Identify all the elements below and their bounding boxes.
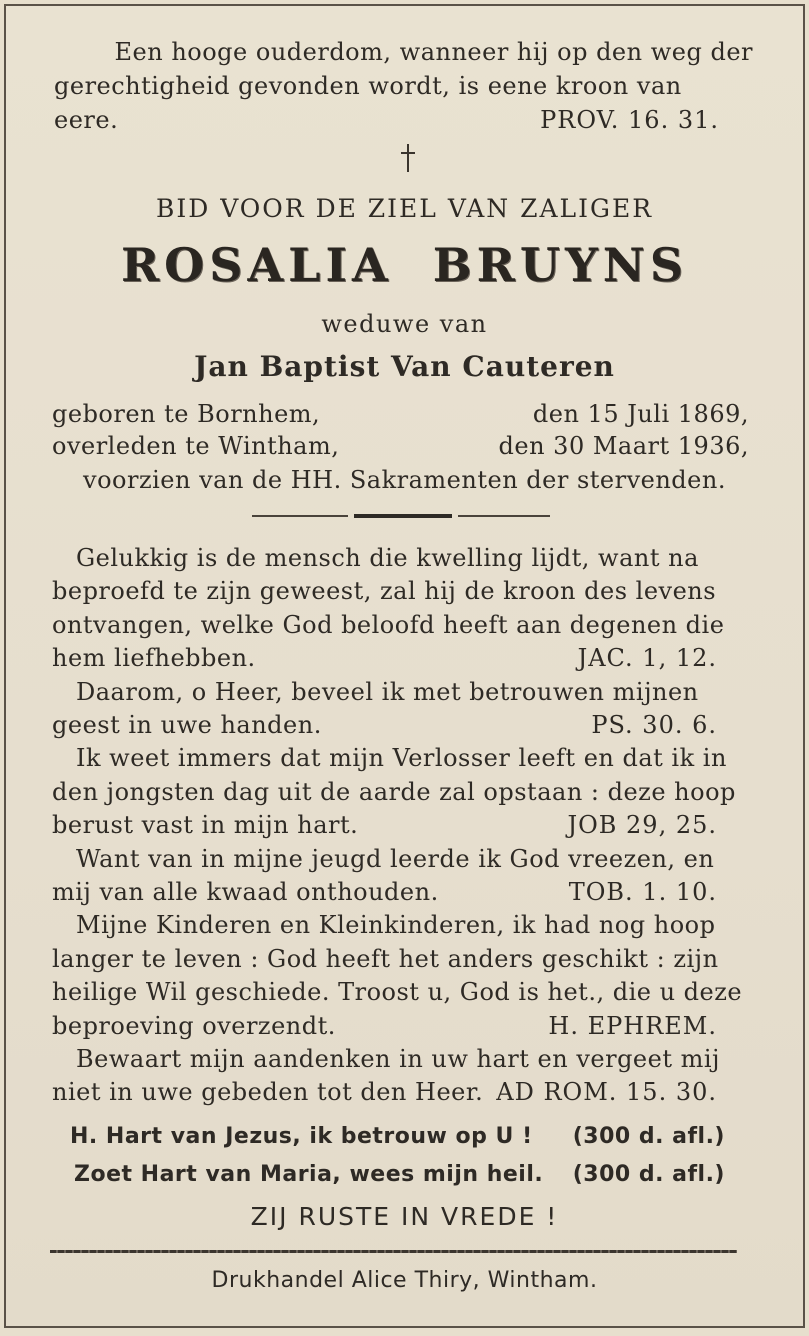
memorial-card <box>4 4 805 1328</box>
verse-line: Gelukkig is de mensch die kwelling lijdt, want na <box>76 544 699 572</box>
death-place: overleden te Wintham, <box>52 432 340 460</box>
birth-place: geboren te Bornhem, <box>52 400 321 428</box>
death-date: den 30 Maart 1936, <box>498 432 749 460</box>
verse-last-line <box>52 711 717 739</box>
divider-center <box>354 514 452 518</box>
verse-line: Daarom, o Heer, beveel ik met betrouwen mijnen <box>76 677 699 706</box>
epigraph-line-2-text: gerechtigheid gevonden wordt, is eene kroon van <box>54 72 682 100</box>
invocation-2-text: Zoet Hart van Maria, wees mijn heil. <box>74 1162 544 1187</box>
verse-last-line <box>52 811 717 839</box>
death-line <box>52 432 749 460</box>
verse-last-line <box>52 644 717 672</box>
verse-reference: TOB. 1. 10. <box>568 878 717 906</box>
verse-reference: PS. 30. 6. <box>591 711 717 739</box>
divider-left <box>252 515 348 517</box>
epigraph-line-3 <box>54 106 719 134</box>
epigraph-line-1: Een hooge ouderdom, wanneer hij op den weg der <box>114 38 753 66</box>
verse-last-line <box>52 878 717 906</box>
verse-line: Bewaart mijn aandenken in uw hart en vergeet mij <box>76 1045 720 1073</box>
deceased-first-name: ROSALIA <box>120 238 393 292</box>
verse-reference: AD ROM. 15. 30. <box>496 1078 717 1107</box>
verse-line: Ik weet immers dat mijn Verlosser leeft en dat ik in <box>76 744 727 773</box>
footer-rule <box>50 1250 737 1253</box>
epigraph-reference: PROV. 16. 31. <box>540 106 719 134</box>
invocation-1 <box>70 1124 725 1149</box>
invocation-2 <box>74 1162 725 1187</box>
sacraments-line: voorzien van de HH. Sakramenten der stervenden. <box>83 466 726 494</box>
epigraph-line-3-text: eere. <box>54 106 119 134</box>
birth-line <box>52 400 749 428</box>
closing-line: ZIJ RUSTE IN VREDE ! <box>250 1202 559 1231</box>
verse-line: Want van in mijne jeugd leerde ik God vreezen, en <box>76 844 715 873</box>
verse-last-text: berust vast in mijn hart. <box>52 811 359 840</box>
verse-line: langer te leven : God heeft het anders geschikt : zijn <box>52 944 719 973</box>
verse-last-text: mij van alle kwaad onthouden. <box>52 878 439 906</box>
verse-last-line <box>52 1078 717 1106</box>
deceased-last-name: BRUYNS <box>432 238 689 292</box>
verse-reference: JOB 29, 25. <box>567 811 717 840</box>
epigraph-line-2 <box>54 72 747 100</box>
verse-last-text: hem liefhebben. <box>52 644 256 673</box>
verse-reference: JAC. 1, 12. <box>577 644 717 673</box>
verse-last-line <box>52 1012 717 1040</box>
husband-name: Jan Baptist Van Cauteren <box>194 350 615 383</box>
deceased-name <box>6 238 803 292</box>
divider-right <box>458 515 550 517</box>
cross-icon <box>399 144 417 172</box>
verse-line: den jongsten dag uit de aarde zal opstaan : deze hoop <box>52 777 736 806</box>
verse-line: ontvangen, welke God beloofd heeft aan degenen die <box>52 610 725 639</box>
birth-date: den 15 Juli 1869, <box>532 400 749 428</box>
prayer-heading: BID VOOR DE ZIEL VAN ZALIGER <box>155 194 654 223</box>
verse-line: Mijne Kinderen en Kleinkinderen, ik had nog hoop <box>76 911 716 940</box>
invocation-1-text: H. Hart van Jezus, ik betrouw op U ! <box>70 1124 533 1149</box>
verse-last-text: geest in uwe handen. <box>52 711 322 739</box>
verse-last-text: niet in uwe gebeden tot den Heer. <box>52 1078 484 1107</box>
relation-text: weduwe van <box>321 310 488 338</box>
verse-line: heilige Wil geschiede. Troost u, God is het., die u deze <box>52 978 743 1007</box>
invocation-2-indulgence: (300 d. afl.) <box>572 1162 725 1187</box>
verse-line: beproefd te zijn geweest, zal hij de kroon des levens <box>52 577 717 606</box>
verse-reference: H. EPHREM. <box>548 1011 717 1040</box>
verse-last-text: beproeving overzendt. <box>52 1011 336 1040</box>
invocation-1-indulgence: (300 d. afl.) <box>572 1124 725 1149</box>
printer-line: Drukhandel Alice Thiry, Wintham. <box>211 1268 598 1293</box>
